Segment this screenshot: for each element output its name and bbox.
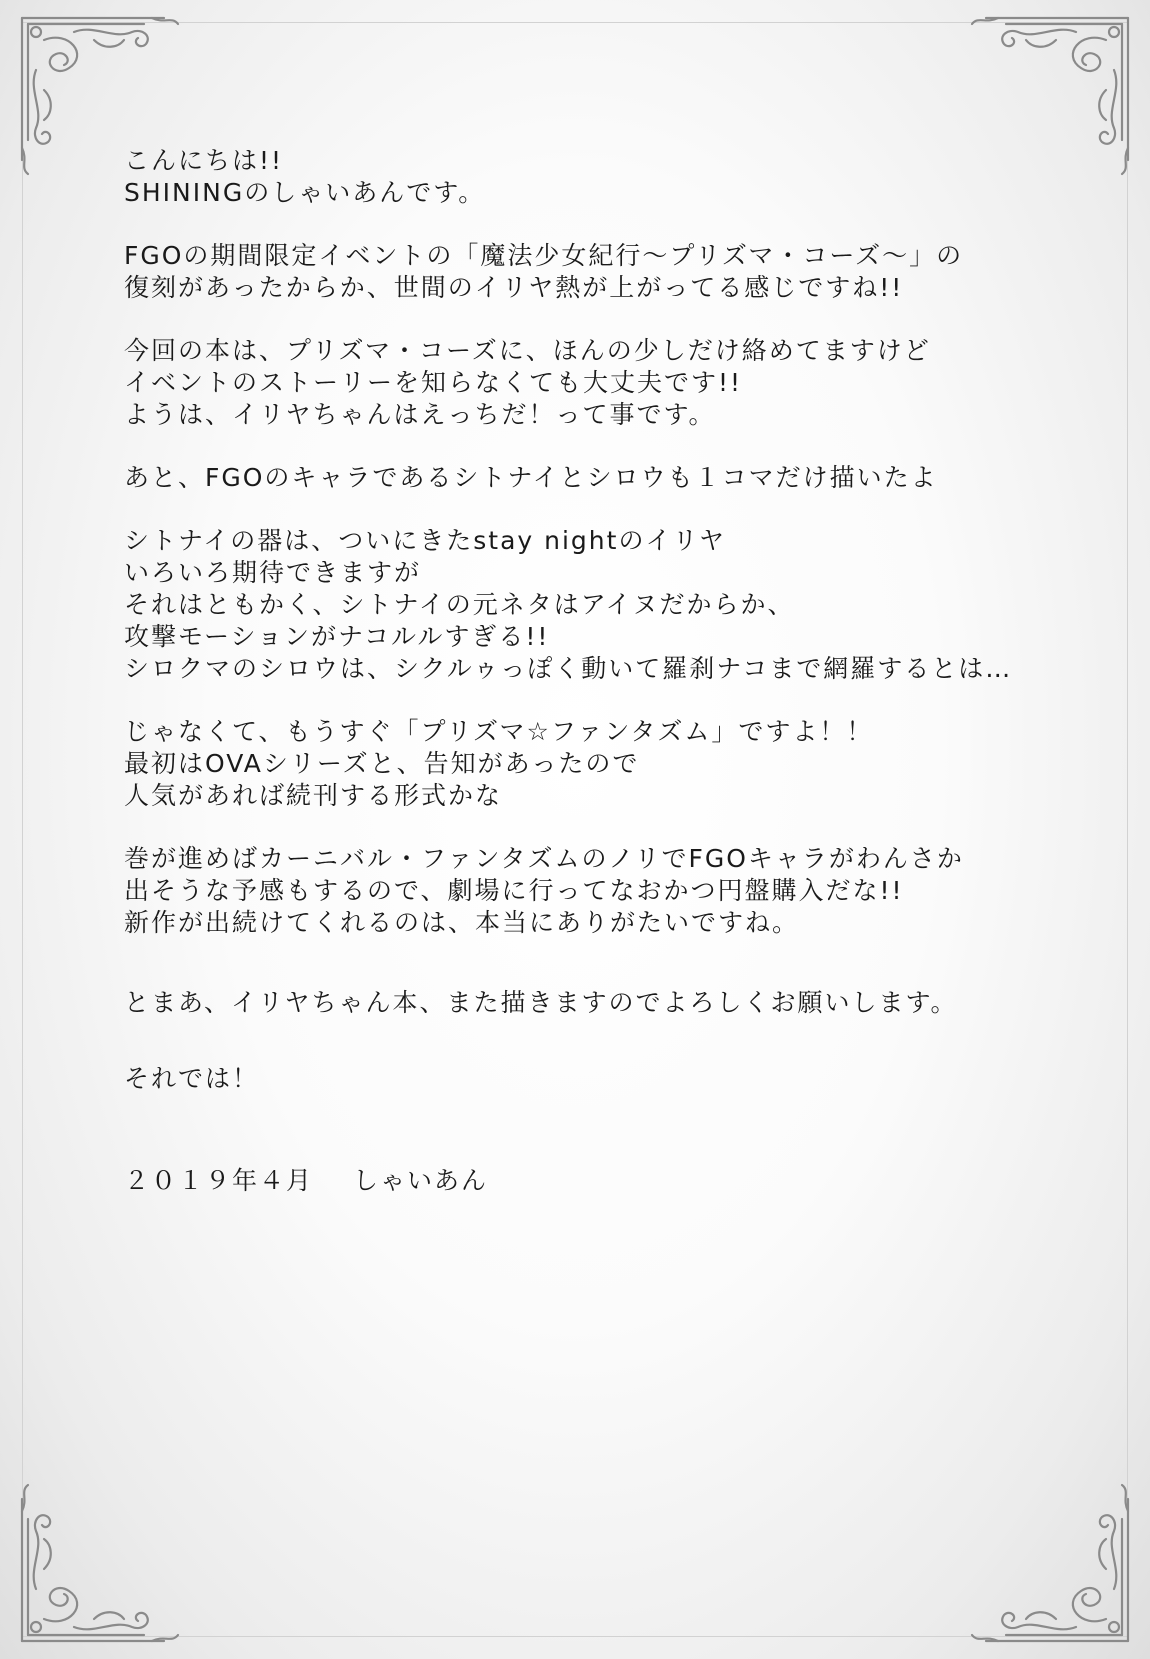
paragraph-farewell bbox=[124, 1063, 1054, 1095]
paragraph-sitonai bbox=[124, 525, 1054, 685]
letter-line: とまあ、イリヤちゃん本、また描きますのでよろしくお願いします。 bbox=[124, 988, 958, 1017]
paragraph-closing bbox=[124, 987, 1054, 1019]
paragraph-book bbox=[124, 335, 1054, 431]
letter-line: じゃなくて、もうすぐ「プリズマ☆ファンタズム」ですよ！！ bbox=[124, 717, 874, 746]
letter-body bbox=[124, 145, 1054, 1095]
paragraph-characters bbox=[124, 462, 1054, 494]
letter-line: こんにちは!! bbox=[124, 146, 284, 175]
letter-line: 復刻があったからか、世間のイリヤ熱が上がってる感じですね!! bbox=[124, 273, 904, 302]
letter-line: 新作が出続けてくれるのは、本当にありがたいですね。 bbox=[124, 908, 800, 937]
letter-line: いろいろ期待できますが bbox=[124, 558, 422, 587]
signature-author: しゃいあん bbox=[352, 1166, 488, 1195]
letter-line: シロクマのシロウは、シクルゥっぽく動いて羅刹ナコまで網羅するとは… bbox=[124, 654, 1013, 683]
corner-ornament-bottom-left-icon bbox=[14, 1479, 184, 1649]
letter-line: FGOの期間限定イベントの「魔法少女紀行〜プリズマ・コーズ〜」の bbox=[124, 241, 964, 270]
letter-line: 出そうな予感もするので、劇場に行ってなおかつ円盤購入だな!! bbox=[124, 876, 904, 905]
letter-line: 今回の本は、プリズマ・コーズに、ほんの少しだけ絡めてますけど bbox=[124, 336, 931, 365]
letter-line: シトナイの器は、ついにきたstay nightのイリヤ bbox=[124, 526, 726, 555]
letter-line: それはともかく、シトナイの元ネタはアイヌだからか、 bbox=[124, 590, 795, 619]
letter-line: 最初はOVAシリーズと、告知があったので bbox=[124, 749, 640, 778]
paragraph-carnival bbox=[124, 843, 1054, 939]
letter-line: SHININGのしゃいあんです。 bbox=[124, 178, 486, 207]
signature bbox=[124, 1161, 488, 1197]
corner-ornament-bottom-right-icon bbox=[966, 1479, 1136, 1649]
paragraph-phantasm bbox=[124, 716, 1054, 812]
letter-line: 人気があれば続刊する形式かな bbox=[124, 781, 503, 810]
letter-line: 攻撃モーションがナコルルすぎる!! bbox=[124, 622, 550, 651]
letter-line: あと、FGOのキャラであるシトナイとシロウも１コマだけ描いたよ bbox=[124, 463, 938, 492]
signature-date: ２０１９年４月 bbox=[124, 1166, 314, 1195]
letter-line: それでは！ bbox=[124, 1064, 260, 1093]
paragraph-event bbox=[124, 240, 1054, 304]
paragraph-greeting bbox=[124, 145, 1054, 209]
letter-line: イベントのストーリーを知らなくても大丈夫です!! bbox=[124, 368, 743, 397]
letter-line: 巻が進めばカーニバル・ファンタズムのノリでFGOキャラがわんさか bbox=[124, 844, 964, 873]
letter-line: ようは、イリヤちゃんはえっちだ！って事です。 bbox=[124, 400, 716, 429]
